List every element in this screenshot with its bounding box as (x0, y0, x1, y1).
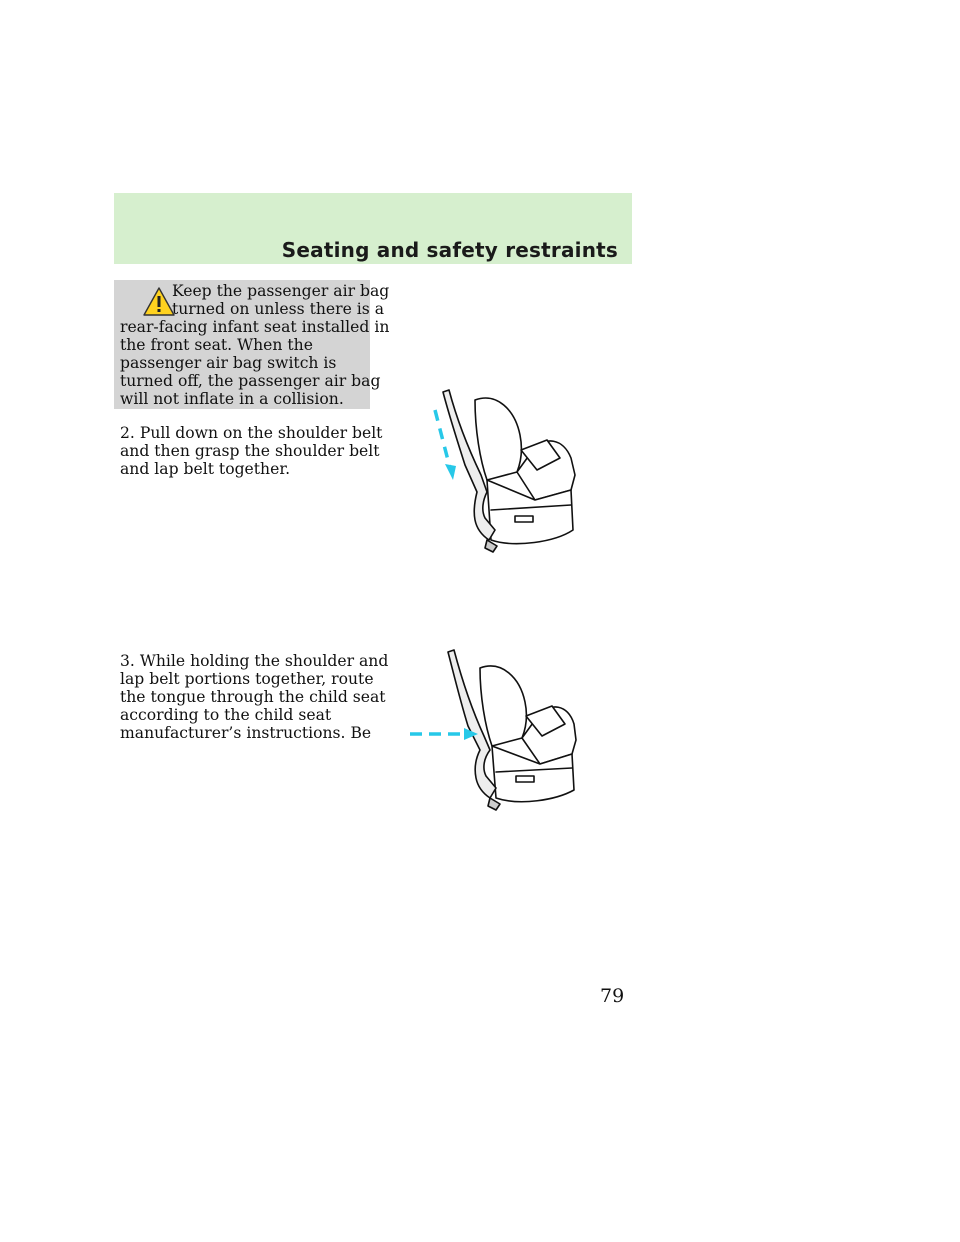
illustration-route-tongue (410, 640, 585, 815)
warning-line: rear-facing infant seat installed in (120, 318, 390, 336)
step-3-line: 3. While holding the shoulder and (120, 652, 389, 670)
step-2-line: 2. Pull down on the shoulder belt (120, 424, 383, 442)
page-number: 79 (600, 985, 625, 1007)
step-3-line: according to the child seat (120, 706, 332, 724)
step-3-line: lap belt portions together, route (120, 670, 374, 688)
step-3-line: manufacturer’s instructions. Be (120, 724, 372, 742)
warning-line: will not inflate in a collision. (120, 390, 344, 408)
step-3-paragraph (120, 652, 389, 742)
warning-line: turned off, the passenger air bag (120, 372, 381, 390)
step-2-paragraph (120, 424, 383, 478)
step-2-line: and lap belt together. (120, 460, 291, 478)
step-2-line: and then grasp the shoulder belt (120, 442, 380, 460)
warning-line: passenger air bag switch is (120, 354, 337, 372)
step-3-line: the tongue through the child seat (120, 688, 386, 706)
warning-line: the front seat. When the (120, 336, 313, 354)
illustration-pull-belt-down (425, 380, 585, 555)
warning-box (114, 280, 390, 409)
section-title: Seating and safety restraints (281, 238, 618, 262)
warning-line: Keep the passenger air bag (172, 282, 390, 300)
warning-line: turned on unless there is a (172, 300, 385, 318)
section-header (114, 193, 632, 264)
